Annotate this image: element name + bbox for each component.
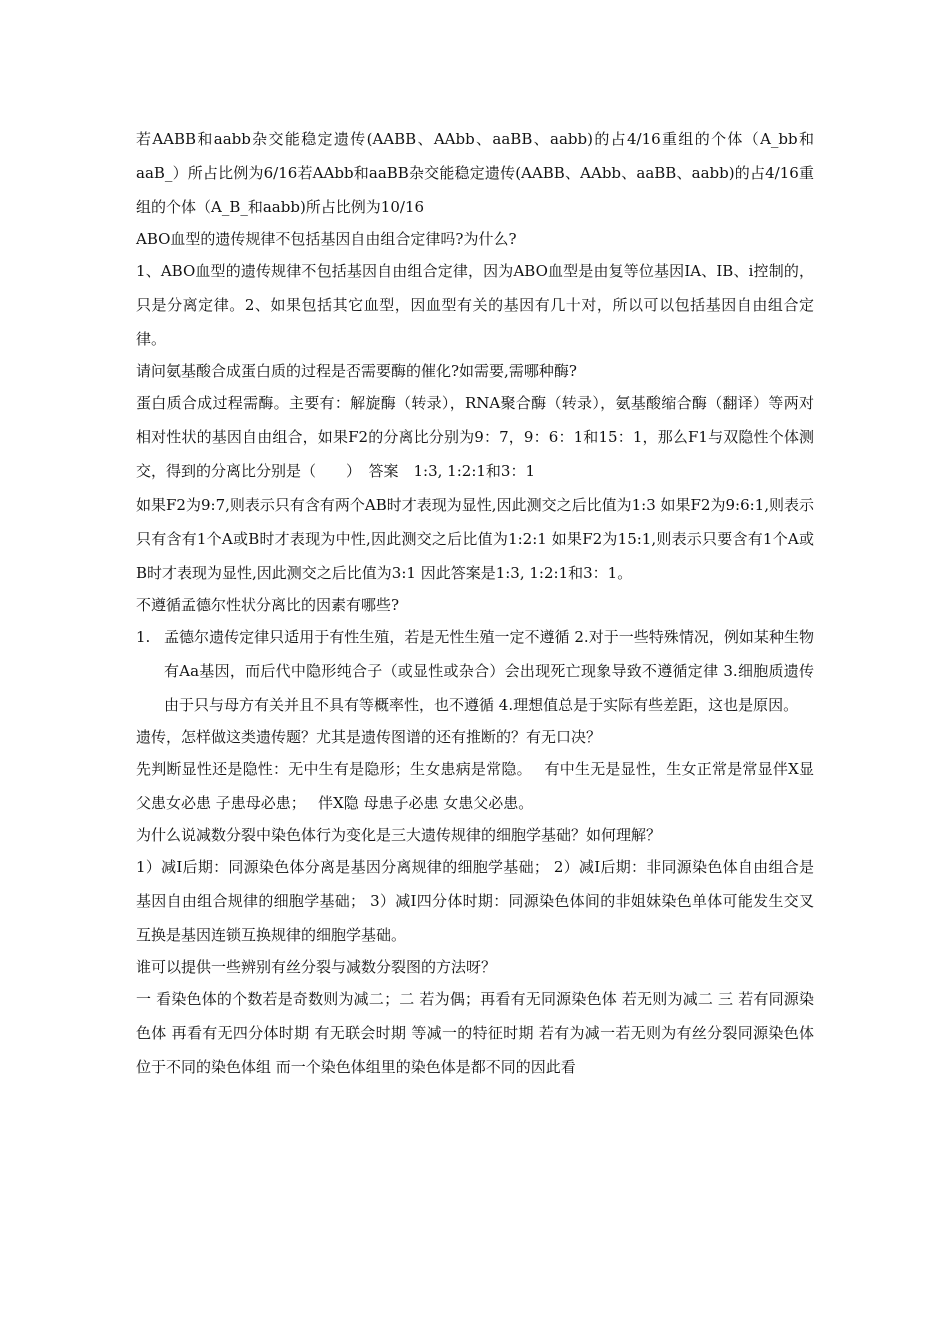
answer-paragraph: 先判断显性还是隐性：无中生有是隐形；生女患病是常隐。 有中生无是显性，生女正常是常显伴X显 父患女必患 子患母必患； 伴X隐 母患子必患 女患父必患。: [136, 760, 834, 812]
numbered-answer: [136, 620, 814, 722]
qa-block-4: [136, 488, 814, 590]
answer-paragraph: 孟德尔遗传定律只适用于有性生殖，若是无性生殖一定不遵循 2.对于一些特殊情况，例如某种生物有Aa基因，而后代中隐形纯合子（或显性或杂合）会出现死亡现象导致不遵循定律 3.细胞质遗传由于只与母方有关并且不具有等概率性，也不遵循 4.理想值总是于实际有些差距，这也是原因。: [164, 628, 814, 714]
answer-paragraph: 一 看染色体的个数若是奇数则为减二；二 若为偶；再看有无同源染色体 若无则为减二 三 若有同源染色体 再看有无四分体时期 有无联会时期 等减一的特征时期 若有为减一若无则为有丝分裂同源染色体位于不同的染色体组 而一个染色体组里的染色体是都不同的因此看: [136, 990, 814, 1076]
qa-block-8: [136, 952, 814, 1084]
question-line: 不遵循孟德尔性状分离比的因素有哪些?: [136, 596, 400, 614]
document-body: [136, 122, 834, 1084]
question-line: ABO血型的遗传规律不包括基因自由组合定律吗?为什么?: [136, 230, 517, 248]
question-line: 谁可以提供一些辨别有丝分裂与减数分裂图的方法呀？: [136, 958, 497, 976]
qa-block-6: [136, 722, 834, 820]
qa-block-5: [136, 590, 814, 722]
answer-paragraph: 1）减Ⅰ后期：同源染色体分离是基因分离规律的细胞学基础； 2）减Ⅰ后期：非同源染色体自由组合是基因自由组合规律的细胞学基础； 3）减Ⅰ四分体时期：同源染色体间的非姐妹染色单体可能发生交叉互换是基因连锁互换规律的细胞学基础。: [136, 858, 814, 944]
answer-paragraph: 蛋白质合成过程需酶。主要有：解旋酶（转录），RNA聚合酶（转录），氨基酸缩合酶（翻译）等两对相对性状的基因自由组合，如果F2的分离比分别为9：7，9：6：1和15：1，那么F1与双隐性个体测交，得到的分离比分别是（ ） 答案 1:3, 1:2:1和3：1: [136, 394, 814, 480]
question-line: 为什么说减数分裂中染色体行为变化是三大遗传规律的细胞学基础？如何理解？: [136, 826, 662, 844]
answer-paragraph: 若AABB和aabb杂交能稳定遗传(AABB、AAbb、aaBB、aabb)的占4/16重组的个体（A_bb和aaB_）所占比例为6/16若AAbb和aaBB杂交能稳定遗传(AABB、AAbb、aaBB、aabb)的占4/16重组的个体（A_B_和aabb)所占比例为10/16: [136, 130, 814, 216]
answer-paragraph: 1、ABO血型的遗传规律不包括基因自由组合定律，因为ABO血型是由复等位基因IA、IB、i控制的，只是分离定律。2、如果包括其它血型，因血型有关的基因有几十对，所以可以包括基因自由组合定律。: [136, 262, 814, 348]
question-line: 请问氨基酸合成蛋白质的过程是否需要酶的催化?如需要,需哪种酶?: [136, 362, 577, 380]
qa-block-7: [136, 820, 814, 952]
qa-block-1: [136, 122, 814, 224]
list-number: 1.: [136, 628, 151, 646]
qa-block-3: [136, 356, 814, 488]
answer-paragraph: 如果F2为9:7,则表示只有含有两个AB时才表现为显性,因此测交之后比值为1:3 如果F2为9:6:1,则表示只有含有1个A或B时才表现为中性,因此测交之后比值为1:2:1 如果F2为15:1,则表示只要含有1个A或B时才表现为显性,因此测交之后比值为3:1 因此答案是1:3, 1:2:1和3：1。: [136, 496, 814, 582]
qa-block-2: [136, 224, 814, 356]
question-line: 遗传，怎样做这类遗传题？尤其是遗传图谱的还有推断的？有无口决？: [136, 728, 602, 746]
